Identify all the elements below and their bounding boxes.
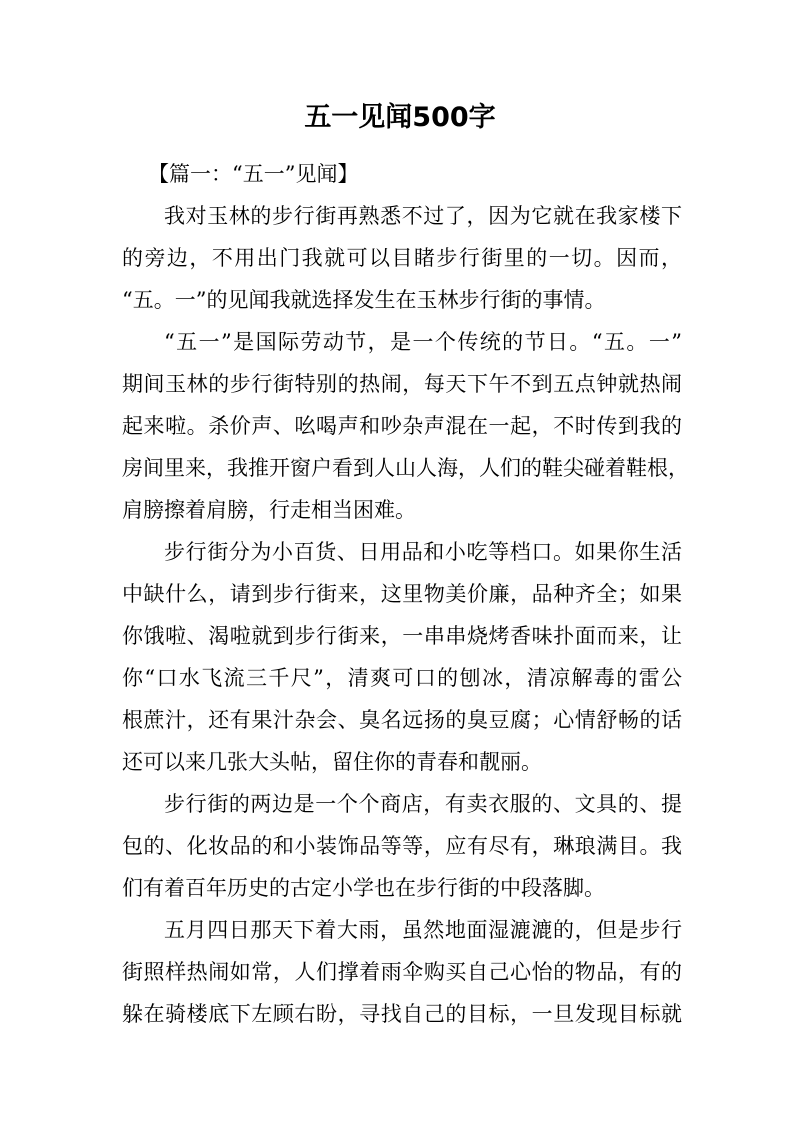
paragraph-1-line-2: 的旁边，不用出门我就可以目睹步行街里的一切。因而， (122, 246, 682, 270)
paragraph-5-line-3: 躲在骑楼底下左顾右盼，寻找自己的目标，一旦发现目标就 (122, 1002, 682, 1026)
section-heading: 【篇一：“五一”见闻】 (148, 162, 359, 186)
paragraph-3-line-5: 根蔗汁，还有果汁杂会、臭名远扬的臭豆腐；心情舒畅的话 (122, 708, 682, 732)
paragraph-2-line-4: 房间里来，我推开窗户看到人山人海，人们的鞋尖碰着鞋根， (122, 456, 689, 480)
paragraph-1-line-1: 我对玉林的步行街再熟悉不过了，因为它就在我家楼下 (164, 204, 682, 228)
paragraph-2-line-1: “五一”是国际劳动节，是一个传统的节日。“五。一” (164, 330, 682, 354)
paragraph-3-line-4: 你“口水飞流三千尺”，清爽可口的刨冰，清凉解毒的雷公 (122, 666, 682, 690)
paragraph-5-line-2: 街照样热闹如常，人们撑着雨伞购买自己心怡的物品，有的 (122, 960, 682, 984)
paragraph-4-line-2: 包的、化妆品的和小装饰品等等，应有尽有，琳琅满目。我 (122, 834, 682, 858)
paragraph-3-line-6: 还可以来几张大头帖，留住你的青春和靓丽。 (122, 750, 542, 774)
paragraph-2-line-2: 期间玉林的步行街特别的热闹，每天下午不到五点钟就热闹 (122, 372, 682, 396)
paragraph-4-line-1: 步行街的两边是一个个商店，有卖衣服的、文具的、提 (164, 792, 682, 816)
paragraph-3-line-1: 步行街分为小百货、日用品和小吃等档口。如果你生活 (164, 540, 682, 564)
paragraph-4-line-3: 们有着百年历史的古定小学也在步行街的中段落脚。 (122, 876, 605, 900)
document-title: 五一见闻500字 (304, 102, 496, 133)
paragraph-3-line-3: 你饿啦、渴啦就到步行街来，一串串烧烤香味扑面而来，让 (122, 624, 682, 648)
paragraph-1-line-3: “五。一”的见闻我就选择发生在玉林步行街的事情。 (122, 288, 606, 312)
paragraph-2-line-5: 肩膀擦着肩膀，行走相当困难。 (122, 498, 416, 522)
paragraph-2-line-3: 起来啦。杀价声、吆喝声和吵杂声混在一起，不时传到我的 (122, 414, 682, 438)
paragraph-3-line-2: 中缺什么，请到步行街来，这里物美价廉，品种齐全；如果 (122, 582, 682, 606)
paragraph-5-line-1: 五月四日那天下着大雨，虽然地面湿漉漉的，但是步行 (164, 918, 682, 942)
